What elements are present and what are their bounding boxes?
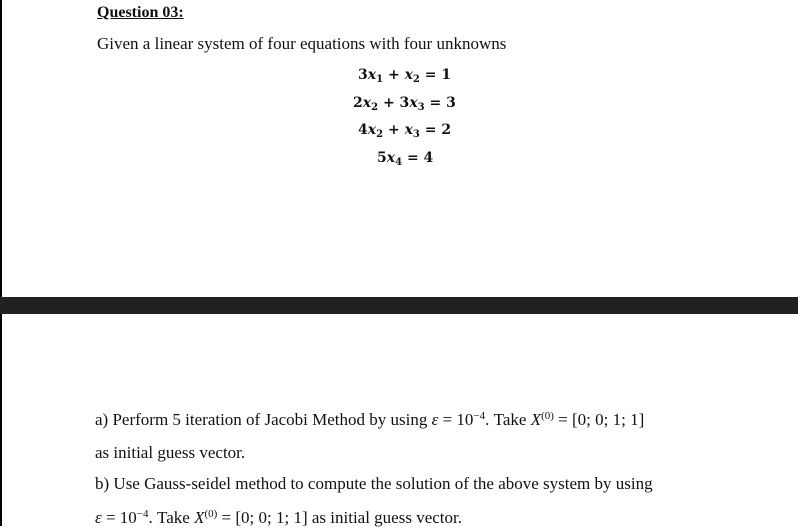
question-title: Question 03: xyxy=(97,4,184,21)
part-a-line-2: as initial guess vector. xyxy=(95,443,246,462)
equation-1: $3x_1 + x_2 = 1$ xyxy=(358,67,452,85)
question-intro: Given a linear system of four equations with four unknowns xyxy=(97,34,507,53)
part-a-line-1: a) Perform 5 iteration of Jacobi Method by using $\varepsilon = 10^{-4}$. Take $X^{(0)} = [0$; 0; 1; 1] xyxy=(95,410,645,429)
part-b-line-2: $\varepsilon = 10^{-4}$. Take $X^{(0)} = [0$; 0; 1; 1] as initial guess vector. xyxy=(95,508,462,527)
equation-2: $2x_2 + 3x_3 = 3$ xyxy=(353,95,456,113)
equation-3: $4x_2 + x_3 = 2$ xyxy=(358,122,452,140)
page-separator xyxy=(0,297,798,314)
part-b-line-1: b) Use Gauss-seidel method to compute the solution of the above system by using xyxy=(95,474,653,493)
equation-4: $5x_4 = 4$ xyxy=(377,150,434,168)
